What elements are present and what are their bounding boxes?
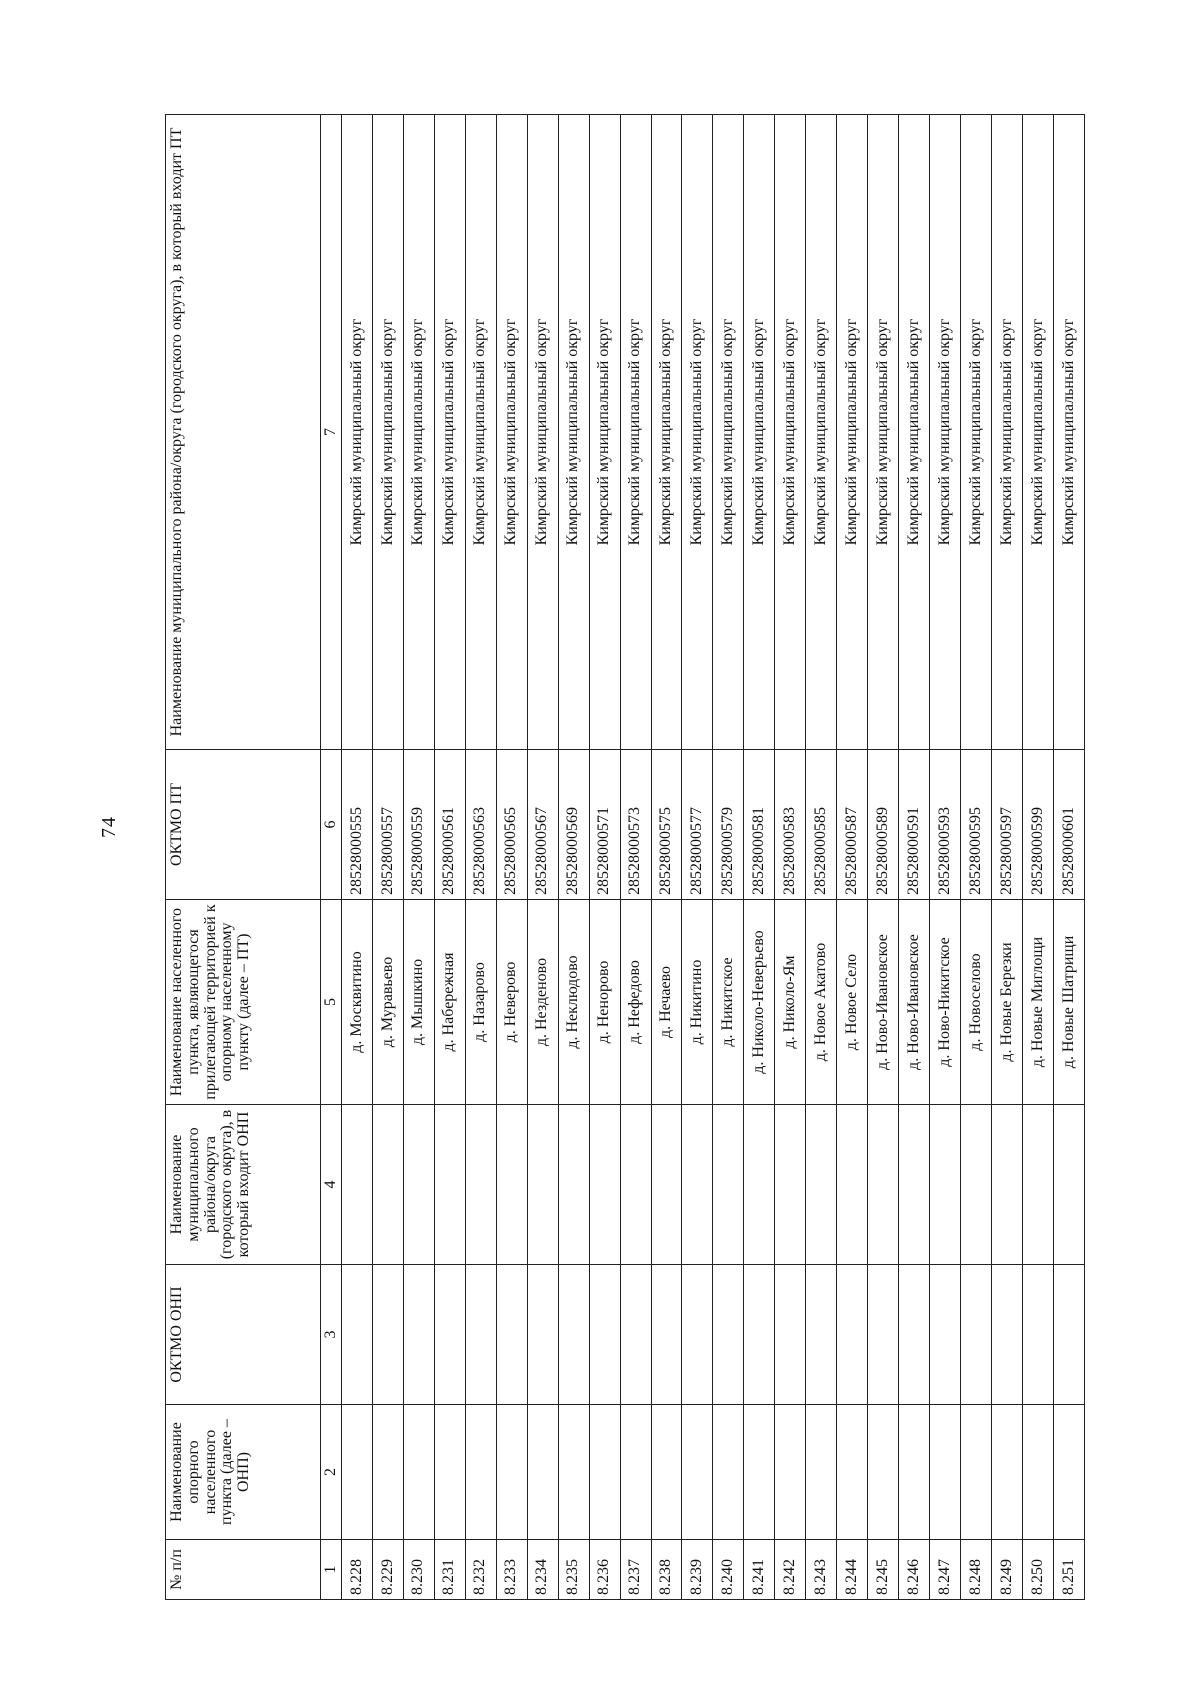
pt-oktmo-cell: 28528000597	[992, 750, 1023, 900]
onp-municipality-cell	[403, 1105, 434, 1265]
onp-oktmo-cell	[992, 1265, 1023, 1405]
column-number: 4	[321, 1105, 342, 1265]
pt-oktmo-cell: 28528000581	[744, 750, 775, 900]
row-number-cell: 8.247	[930, 1540, 961, 1600]
table-row	[372, 115, 403, 1600]
onp-oktmo-cell	[930, 1265, 961, 1405]
pt-name-cell: д. Неклюдово	[558, 900, 589, 1105]
onp-name-cell	[806, 1405, 837, 1540]
onp-name-cell	[682, 1405, 713, 1540]
table-row	[558, 115, 589, 1600]
onp-name-cell	[496, 1405, 527, 1540]
pt-municipality-cell: Кимрский муниципальный округ	[589, 115, 620, 750]
pt-municipality-cell: Кимрский муниципальный округ	[992, 115, 1023, 750]
onp-municipality-cell	[961, 1105, 992, 1265]
table-row	[775, 115, 806, 1600]
onp-municipality-cell	[713, 1105, 744, 1265]
pt-municipality-cell: Кимрский муниципальный округ	[342, 115, 373, 750]
pt-oktmo-cell: 28528000589	[868, 750, 899, 900]
onp-oktmo-cell	[527, 1265, 558, 1405]
page-number: 74	[98, 816, 120, 838]
row-number-cell: 8.239	[682, 1540, 713, 1600]
pt-municipality-cell: Кимрский муниципальный округ	[527, 115, 558, 750]
table-row	[403, 115, 434, 1600]
table-body	[342, 115, 1085, 1600]
pt-oktmo-cell: 28528000555	[342, 750, 373, 900]
onp-municipality-cell	[682, 1105, 713, 1265]
pt-oktmo-cell: 28528000595	[961, 750, 992, 900]
pt-municipality-cell: Кимрский муниципальный округ	[806, 115, 837, 750]
pt-oktmo-cell: 28528000579	[713, 750, 744, 900]
onp-name-cell	[899, 1405, 930, 1540]
pt-oktmo-cell: 28528000593	[930, 750, 961, 900]
pt-name-cell: д. Ненорово	[589, 900, 620, 1105]
pt-oktmo-cell: 28528000571	[589, 750, 620, 900]
onp-name-cell	[589, 1405, 620, 1540]
row-number-cell: 8.241	[744, 1540, 775, 1600]
column-number: 3	[321, 1265, 342, 1405]
onp-oktmo-cell	[620, 1265, 651, 1405]
onp-name-cell	[744, 1405, 775, 1540]
onp-municipality-cell	[837, 1105, 868, 1265]
pt-municipality-cell: Кимрский муниципальный округ	[837, 115, 868, 750]
table-row	[527, 115, 558, 1600]
column-number-row	[321, 115, 342, 1600]
column-number: 6	[321, 750, 342, 900]
pt-oktmo-cell: 28528000557	[372, 750, 403, 900]
table-row	[620, 115, 651, 1600]
row-number-cell: 8.242	[775, 1540, 806, 1600]
onp-name-cell	[465, 1405, 496, 1540]
table-row	[342, 115, 373, 1600]
onp-municipality-cell	[465, 1105, 496, 1265]
pt-oktmo-cell: 28528000601	[1053, 750, 1084, 900]
table-row	[496, 115, 527, 1600]
row-number-cell: 8.240	[713, 1540, 744, 1600]
column-number: 2	[321, 1405, 342, 1540]
onp-oktmo-cell	[651, 1265, 682, 1405]
onp-oktmo-cell	[961, 1265, 992, 1405]
table-row	[806, 115, 837, 1600]
onp-municipality-cell	[620, 1105, 651, 1265]
table-row	[1053, 115, 1084, 1600]
pt-name-cell: д. Никитино	[682, 900, 713, 1105]
pt-oktmo-cell: 28528000567	[527, 750, 558, 900]
row-number-cell: 8.244	[837, 1540, 868, 1600]
header-onp-municipality: Наименование муниципального района/округа (городского округа), в который входит ОНП	[166, 1105, 321, 1265]
onp-municipality-cell	[1022, 1105, 1053, 1265]
onp-municipality-cell	[992, 1105, 1023, 1265]
onp-oktmo-cell	[496, 1265, 527, 1405]
pt-name-cell: д. Назарово	[465, 900, 496, 1105]
onp-name-cell	[992, 1405, 1023, 1540]
row-number-cell: 8.238	[651, 1540, 682, 1600]
pt-oktmo-cell: 28528000569	[558, 750, 589, 900]
table-row	[651, 115, 682, 1600]
pt-name-cell: д. Муравьево	[372, 900, 403, 1105]
settlements-table-container	[165, 115, 1085, 1600]
pt-name-cell: д. Ново-Никитское	[930, 900, 961, 1105]
column-number: 5	[321, 900, 342, 1105]
pt-oktmo-cell: 28528000573	[620, 750, 651, 900]
header-pt-oktmo: ОКТМО ПТ	[166, 750, 321, 900]
column-number: 7	[321, 115, 342, 750]
row-number-cell: 8.236	[589, 1540, 620, 1600]
onp-municipality-cell	[1053, 1105, 1084, 1265]
onp-oktmo-cell	[899, 1265, 930, 1405]
header-pt-name: Наименование населенного пункта, являющегося прилегающей территорией к опорному населенному пункту (далее – ПТ)	[166, 900, 321, 1105]
pt-name-cell: д. Новые Березки	[992, 900, 1023, 1105]
onp-name-cell	[1022, 1405, 1053, 1540]
onp-name-cell	[403, 1405, 434, 1540]
settlements-table	[165, 114, 1085, 1600]
pt-municipality-cell: Кимрский муниципальный округ	[1053, 115, 1084, 750]
pt-municipality-cell: Кимрский муниципальный округ	[620, 115, 651, 750]
pt-municipality-cell: Кимрский муниципальный округ	[372, 115, 403, 750]
onp-municipality-cell	[806, 1105, 837, 1265]
onp-municipality-cell	[496, 1105, 527, 1265]
pt-oktmo-cell: 28528000583	[775, 750, 806, 900]
pt-municipality-cell: Кимрский муниципальный округ	[682, 115, 713, 750]
pt-municipality-cell: Кимрский муниципальный округ	[961, 115, 992, 750]
pt-name-cell: д. Новоселово	[961, 900, 992, 1105]
onp-municipality-cell	[744, 1105, 775, 1265]
row-number-cell: 8.235	[558, 1540, 589, 1600]
onp-oktmo-cell	[713, 1265, 744, 1405]
onp-municipality-cell	[930, 1105, 961, 1265]
pt-name-cell: д. Новые Шатрищи	[1053, 900, 1084, 1105]
onp-municipality-cell	[342, 1105, 373, 1265]
pt-name-cell: д. Нечаево	[651, 900, 682, 1105]
onp-municipality-cell	[527, 1105, 558, 1265]
onp-name-cell	[372, 1405, 403, 1540]
row-number-cell: 8.245	[868, 1540, 899, 1600]
pt-name-cell: д. Незденово	[527, 900, 558, 1105]
table-row	[1022, 115, 1053, 1600]
row-number-cell: 8.248	[961, 1540, 992, 1600]
table-row	[868, 115, 899, 1600]
pt-municipality-cell: Кимрский муниципальный округ	[558, 115, 589, 750]
table-row	[930, 115, 961, 1600]
onp-name-cell	[868, 1405, 899, 1540]
onp-municipality-cell	[558, 1105, 589, 1265]
onp-name-cell	[620, 1405, 651, 1540]
onp-name-cell	[837, 1405, 868, 1540]
onp-oktmo-cell	[868, 1265, 899, 1405]
pt-name-cell: д. Москвитино	[342, 900, 373, 1105]
row-number-cell: 8.237	[620, 1540, 651, 1600]
pt-municipality-cell: Кимрский муниципальный округ	[930, 115, 961, 750]
table-row	[899, 115, 930, 1600]
onp-name-cell	[558, 1405, 589, 1540]
row-number-cell: 8.243	[806, 1540, 837, 1600]
pt-municipality-cell: Кимрский муниципальный округ	[775, 115, 806, 750]
pt-name-cell: д. Неверово	[496, 900, 527, 1105]
pt-oktmo-cell: 28528000599	[1022, 750, 1053, 900]
onp-municipality-cell	[868, 1105, 899, 1265]
header-onp-name: Наименование опорного населенного пункта (далее – ОНП)	[166, 1405, 321, 1540]
onp-oktmo-cell	[775, 1265, 806, 1405]
row-number-cell: 8.228	[342, 1540, 373, 1600]
onp-name-cell	[651, 1405, 682, 1540]
onp-oktmo-cell	[342, 1265, 373, 1405]
onp-name-cell	[713, 1405, 744, 1540]
pt-name-cell: д. Николо-Неверьево	[744, 900, 775, 1105]
onp-oktmo-cell	[682, 1265, 713, 1405]
onp-oktmo-cell	[1053, 1265, 1084, 1405]
row-number-cell: 8.251	[1053, 1540, 1084, 1600]
pt-oktmo-cell: 28528000565	[496, 750, 527, 900]
row-number-cell: 8.233	[496, 1540, 527, 1600]
header-pt-municipality: Наименование муниципального района/округа (городского округа), в который входит ПТ	[166, 115, 321, 750]
table-row	[713, 115, 744, 1600]
onp-oktmo-cell	[434, 1265, 465, 1405]
pt-oktmo-cell: 28528000559	[403, 750, 434, 900]
onp-name-cell	[1053, 1405, 1084, 1540]
pt-name-cell: д. Новые Миглощи	[1022, 900, 1053, 1105]
pt-oktmo-cell: 28528000585	[806, 750, 837, 900]
pt-municipality-cell: Кимрский муниципальный округ	[651, 115, 682, 750]
onp-oktmo-cell	[558, 1265, 589, 1405]
pt-municipality-cell: Кимрский муниципальный округ	[465, 115, 496, 750]
pt-municipality-cell: Кимрский муниципальный округ	[434, 115, 465, 750]
table-row	[434, 115, 465, 1600]
pt-name-cell: д. Мышкино	[403, 900, 434, 1105]
pt-municipality-cell: Кимрский муниципальный округ	[744, 115, 775, 750]
row-number-cell: 8.250	[1022, 1540, 1053, 1600]
pt-municipality-cell: Кимрский муниципальный округ	[713, 115, 744, 750]
pt-oktmo-cell: 28528000587	[837, 750, 868, 900]
pt-municipality-cell: Кимрский муниципальный округ	[496, 115, 527, 750]
onp-oktmo-cell	[403, 1265, 434, 1405]
row-number-cell: 8.229	[372, 1540, 403, 1600]
pt-oktmo-cell: 28528000563	[465, 750, 496, 900]
onp-name-cell	[434, 1405, 465, 1540]
onp-oktmo-cell	[744, 1265, 775, 1405]
onp-municipality-cell	[372, 1105, 403, 1265]
row-number-cell: 8.232	[465, 1540, 496, 1600]
table-row	[589, 115, 620, 1600]
pt-oktmo-cell: 28528000577	[682, 750, 713, 900]
row-number-cell: 8.234	[527, 1540, 558, 1600]
column-number: 1	[321, 1540, 342, 1600]
onp-municipality-cell	[651, 1105, 682, 1265]
pt-oktmo-cell: 28528000561	[434, 750, 465, 900]
pt-municipality-cell: Кимрский муниципальный округ	[868, 115, 899, 750]
onp-name-cell	[930, 1405, 961, 1540]
onp-oktmo-cell	[465, 1265, 496, 1405]
pt-name-cell: д. Ново-Ивановское	[899, 900, 930, 1105]
pt-municipality-cell: Кимрский муниципальный округ	[1022, 115, 1053, 750]
pt-name-cell: д. Новое Село	[837, 900, 868, 1105]
onp-municipality-cell	[589, 1105, 620, 1265]
row-number-cell: 8.230	[403, 1540, 434, 1600]
row-number-cell: 8.231	[434, 1540, 465, 1600]
onp-oktmo-cell	[1022, 1265, 1053, 1405]
pt-name-cell: д. Ново-Ивановское	[868, 900, 899, 1105]
row-number-cell: 8.246	[899, 1540, 930, 1600]
table-row	[744, 115, 775, 1600]
pt-name-cell: д. Набережная	[434, 900, 465, 1105]
onp-municipality-cell	[899, 1105, 930, 1265]
onp-municipality-cell	[434, 1105, 465, 1265]
onp-name-cell	[961, 1405, 992, 1540]
onp-oktmo-cell	[806, 1265, 837, 1405]
pt-municipality-cell: Кимрский муниципальный округ	[403, 115, 434, 750]
table-header-row	[166, 115, 321, 1600]
pt-name-cell: д. Николо-Ям	[775, 900, 806, 1105]
onp-name-cell	[775, 1405, 806, 1540]
header-onp-oktmo: ОКТМО ОНП	[166, 1265, 321, 1405]
pt-name-cell: д. Новое Акатово	[806, 900, 837, 1105]
table-row	[837, 115, 868, 1600]
onp-municipality-cell	[775, 1105, 806, 1265]
pt-oktmo-cell: 28528000575	[651, 750, 682, 900]
row-number-cell: 8.249	[992, 1540, 1023, 1600]
table-row	[992, 115, 1023, 1600]
onp-oktmo-cell	[589, 1265, 620, 1405]
table-row	[961, 115, 992, 1600]
onp-name-cell	[527, 1405, 558, 1540]
onp-oktmo-cell	[837, 1265, 868, 1405]
pt-municipality-cell: Кимрский муниципальный округ	[899, 115, 930, 750]
header-number: № п/п	[166, 1540, 321, 1600]
table-row	[682, 115, 713, 1600]
pt-name-cell: д. Никитское	[713, 900, 744, 1105]
pt-name-cell: д. Нефедово	[620, 900, 651, 1105]
onp-name-cell	[342, 1405, 373, 1540]
table-row	[465, 115, 496, 1600]
onp-oktmo-cell	[372, 1265, 403, 1405]
pt-oktmo-cell: 28528000591	[899, 750, 930, 900]
